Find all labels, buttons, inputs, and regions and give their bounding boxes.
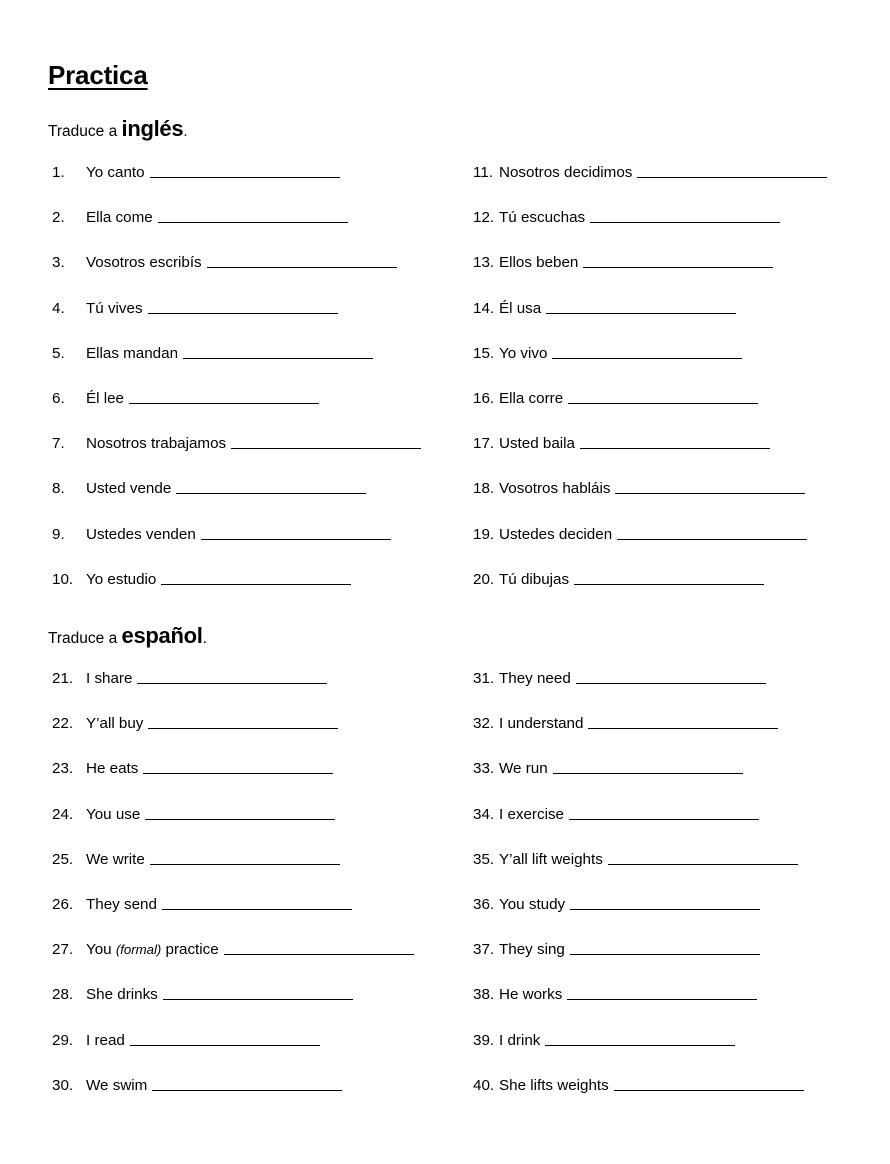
item-number: 6.	[52, 389, 65, 407]
answer-blank[interactable]	[570, 940, 760, 955]
exercise-item	[473, 939, 760, 957]
exercise-item	[52, 252, 397, 270]
exercise-item	[473, 433, 770, 451]
item-prompt-text: Él lee	[86, 389, 124, 407]
exercise-item	[52, 433, 421, 451]
exercise-item	[473, 524, 807, 542]
item-prompt-text: Yo canto	[86, 163, 145, 181]
item-prompt-text: I read	[86, 1031, 125, 1049]
answer-blank[interactable]	[576, 669, 766, 684]
item-prompt-text: They sing	[499, 941, 565, 959]
item-number: 28.	[52, 986, 74, 1004]
item-prompt-text: They need	[499, 669, 571, 687]
item-number: 19.	[473, 525, 495, 543]
item-prompt-text: Ellos beben	[499, 254, 579, 272]
section-instruction-ingles	[48, 118, 188, 140]
exercise-item	[473, 207, 780, 225]
instruction-period: .	[183, 123, 188, 140]
item-number: 25.	[52, 850, 74, 868]
item-prompt-text	[86, 942, 219, 957]
answer-blank[interactable]	[608, 850, 798, 865]
item-number: 10.	[52, 570, 74, 588]
answer-blank[interactable]	[570, 895, 760, 910]
answer-blank[interactable]	[183, 344, 373, 359]
exercise-item	[473, 804, 759, 822]
exercise-item	[52, 343, 373, 361]
exercise-item	[52, 804, 335, 822]
item-prompt-text: Ellas mandan	[86, 344, 179, 362]
exercise-item	[473, 1030, 735, 1048]
exercise-item	[52, 569, 351, 587]
item-number: 20.	[473, 570, 495, 588]
answer-blank[interactable]	[201, 525, 391, 540]
exercise-item	[473, 1075, 804, 1093]
item-number: 27.	[52, 941, 74, 959]
exercise-item	[52, 894, 352, 912]
answer-blank[interactable]	[150, 163, 340, 178]
item-prompt-text: Tú vives	[86, 299, 143, 317]
exercise-item	[473, 894, 760, 912]
item-number: 13.	[473, 254, 495, 272]
item-number: 37.	[473, 941, 495, 959]
item-number: 30.	[52, 1076, 74, 1094]
answer-blank[interactable]	[145, 805, 335, 820]
answer-blank[interactable]	[224, 940, 414, 955]
answer-blank[interactable]	[546, 299, 736, 314]
exercise-item	[473, 849, 798, 867]
answer-blank[interactable]	[152, 1076, 342, 1091]
item-number: 11.	[473, 163, 493, 181]
answer-blank[interactable]	[231, 434, 421, 449]
item-prompt-text: Él usa	[499, 299, 542, 317]
answer-blank[interactable]	[129, 389, 319, 404]
instruction-target-language: español	[121, 623, 203, 648]
item-number: 34.	[473, 805, 495, 823]
item-prompt-text: Yo vivo	[499, 344, 548, 362]
answer-blank[interactable]	[568, 389, 758, 404]
item-number: 39.	[473, 1031, 495, 1049]
item-prompt-text: Yo estudio	[86, 570, 157, 588]
exercise-item	[52, 162, 340, 180]
exercise-item	[52, 984, 353, 1002]
answer-blank[interactable]	[552, 344, 742, 359]
exercise-item	[473, 298, 736, 316]
item-number: 1.	[52, 163, 65, 181]
item-prompt-text: They send	[86, 895, 157, 913]
exercise-item	[52, 478, 366, 496]
exercise-item	[52, 524, 391, 542]
item-prompt-text: Ustedes deciden	[499, 525, 613, 543]
item-number: 14.	[473, 299, 495, 317]
item-prompt-text: Ella come	[86, 209, 153, 227]
answer-blank[interactable]	[574, 570, 764, 585]
exercise-item	[52, 668, 327, 686]
instruction-period: .	[202, 630, 207, 647]
answer-blank[interactable]	[148, 299, 338, 314]
item-prompt-head: You	[86, 941, 116, 959]
answer-blank[interactable]	[617, 525, 807, 540]
item-number: 17.	[473, 435, 495, 453]
item-prompt-text: Usted baila	[499, 435, 575, 453]
item-prompt-tail: practice	[161, 941, 219, 959]
instruction-target-language: inglés	[121, 116, 184, 141]
item-number: 5.	[52, 344, 65, 362]
item-prompt-text: Nosotros trabajamos	[86, 435, 227, 453]
answer-blank[interactable]	[150, 850, 340, 865]
answer-blank[interactable]	[137, 669, 327, 684]
item-number: 40.	[473, 1076, 495, 1094]
exercise-item	[52, 298, 338, 316]
item-prompt-text: She drinks	[86, 986, 158, 1004]
answer-blank[interactable]	[637, 163, 827, 178]
item-number: 3.	[52, 254, 65, 272]
item-prompt-text: Tú dibujas	[499, 570, 570, 588]
item-prompt-text: Ella corre	[499, 389, 564, 407]
answer-blank[interactable]	[158, 208, 348, 223]
answer-blank[interactable]	[207, 253, 397, 268]
item-number: 15.	[473, 344, 495, 362]
item-prompt-qualifier: (formal)	[115, 942, 162, 958]
exercise-item	[473, 668, 766, 686]
exercise-item	[473, 984, 757, 1002]
answer-blank[interactable]	[588, 714, 778, 729]
item-prompt-text: I share	[86, 669, 133, 687]
exercise-item	[52, 849, 340, 867]
exercise-item	[52, 939, 414, 957]
answer-blank[interactable]	[569, 805, 759, 820]
item-number: 36.	[473, 895, 495, 913]
exercise-item	[473, 758, 743, 776]
item-number: 18.	[473, 480, 495, 498]
exercise-item	[52, 713, 338, 731]
answer-blank[interactable]	[614, 1076, 804, 1091]
item-prompt-text: He works	[499, 986, 563, 1004]
section-instruction-espanol	[48, 625, 207, 647]
answer-blank[interactable]	[148, 714, 338, 729]
item-prompt-text: Tú escuchas	[499, 209, 586, 227]
item-number: 31.	[473, 669, 495, 687]
item-prompt-text: He eats	[86, 760, 139, 778]
answer-blank[interactable]	[553, 759, 743, 774]
answer-blank[interactable]	[176, 479, 366, 494]
item-prompt-text: Usted vende	[86, 480, 172, 498]
answer-blank[interactable]	[580, 434, 770, 449]
item-number: 7.	[52, 435, 65, 453]
item-prompt-text: She lifts weights	[499, 1076, 609, 1094]
answer-blank[interactable]	[143, 759, 333, 774]
exercise-item	[473, 478, 805, 496]
answer-blank[interactable]	[583, 253, 773, 268]
exercise-item	[473, 569, 764, 587]
instruction-lead-text: Traduce a	[48, 630, 122, 647]
exercise-item	[473, 162, 827, 180]
answer-blank[interactable]	[161, 570, 351, 585]
exercise-item	[52, 1075, 342, 1093]
answer-blank[interactable]	[590, 208, 780, 223]
item-prompt-text: We run	[499, 760, 548, 778]
exercise-item	[473, 343, 742, 361]
item-number: 24.	[52, 805, 74, 823]
page-title: Practica	[48, 60, 148, 90]
item-prompt-text: Y’all lift weights	[499, 850, 603, 868]
item-prompt-text: Vosotros habláis	[499, 480, 611, 498]
answer-blank[interactable]	[567, 985, 757, 1000]
item-prompt-text: Y’all buy	[86, 715, 144, 733]
exercise-item	[52, 207, 348, 225]
exercise-item	[52, 758, 333, 776]
item-prompt-text: Nosotros decidimos	[499, 163, 633, 181]
item-number: 16.	[473, 389, 495, 407]
item-number: 22.	[52, 715, 74, 733]
item-number: 33.	[473, 760, 495, 778]
item-number: 26.	[52, 895, 74, 913]
item-number: 9.	[52, 525, 65, 543]
item-number: 21.	[52, 669, 74, 687]
item-number: 35.	[473, 850, 495, 868]
item-number: 23.	[52, 760, 74, 778]
answer-blank[interactable]	[162, 895, 352, 910]
item-prompt-text: I understand	[499, 715, 584, 733]
item-prompt-text: You study	[499, 895, 566, 913]
exercise-item	[52, 388, 319, 406]
item-number: 8.	[52, 480, 65, 498]
instruction-lead-text: Traduce a	[48, 123, 122, 140]
item-number: 38.	[473, 986, 495, 1004]
exercise-item	[473, 252, 773, 270]
exercise-item	[473, 713, 778, 731]
item-prompt-text: Vosotros escribís	[86, 254, 202, 272]
answer-blank[interactable]	[615, 479, 805, 494]
exercise-item	[473, 388, 758, 406]
item-prompt-text: I exercise	[499, 805, 564, 823]
answer-blank[interactable]	[130, 1031, 320, 1046]
item-number: 29.	[52, 1031, 74, 1049]
item-prompt-text: Ustedes venden	[86, 525, 196, 543]
answer-blank[interactable]	[545, 1031, 735, 1046]
item-number: 4.	[52, 299, 65, 317]
item-number: 2.	[52, 209, 65, 227]
item-prompt-text: You use	[86, 805, 141, 823]
item-number: 12.	[473, 209, 495, 227]
item-prompt-text: I drink	[499, 1031, 541, 1049]
exercise-item	[52, 1030, 320, 1048]
item-number: 32.	[473, 715, 495, 733]
item-prompt-text: We write	[86, 850, 145, 868]
answer-blank[interactable]	[163, 985, 353, 1000]
item-prompt-text: We swim	[86, 1076, 148, 1094]
